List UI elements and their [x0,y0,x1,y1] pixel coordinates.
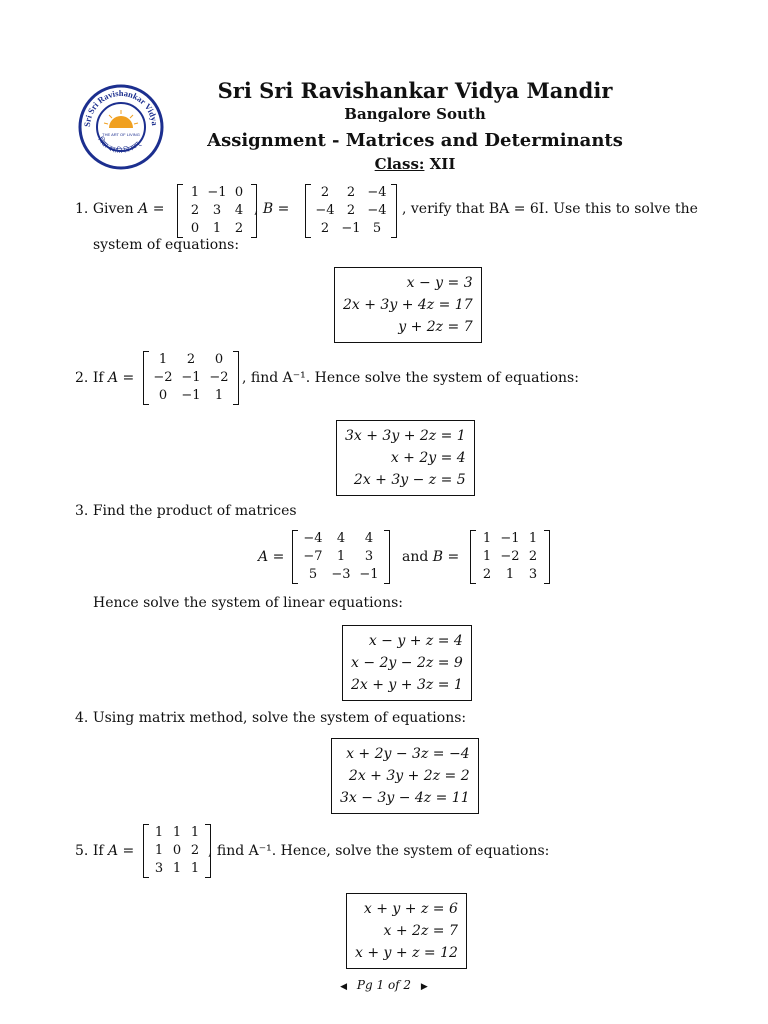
q2-matrix-a: 1 2 0 −2 −1 −2 0 −1 1 [143,351,239,405]
q5-text-after: , find A⁻¹. Hence, solve the system of equations: [208,843,550,859]
prev-page-icon[interactable]: ◀ [340,982,348,992]
q3-matrix-a: −4 4 4 −7 1 3 5 −3 −1 [292,530,390,584]
assignment-title: Assignment - Matrices and Determinants [207,130,623,151]
page-indicator: Pg 1 of 2 [356,978,412,992]
q1-number: 1. [75,201,89,217]
branch-name: Bangalore South [344,105,486,123]
school-logo [78,84,164,170]
class-value: XII [429,155,456,173]
q2-equations: 3x + 3y + 2z = 1 x + 2y = 4 2x + 3y − z = 5 [336,420,475,496]
q5-matrix-a: 1 1 1 1 0 2 3 1 1 [143,824,211,878]
school-name: Sri Sri Ravishankar Vidya Mandir [217,78,613,103]
q5-equations: x + y + z = 6 x + 2z = 7 x + y + z = 12 [346,893,467,969]
logo-bottom-text: विद्या ददाति विनयम् [96,135,142,155]
q2-text-after: , find A⁻¹. Hence solve the system of equations: [242,370,579,386]
q1-text-after: , verify that BA = 6I. Use this to solve the [402,201,698,217]
q3-text: Find the product of matrices [92,503,297,519]
q4-text: Using matrix method, solve the system of equations: [92,710,467,726]
page-footer [0,978,768,992]
q3-matrix-b: 1 −1 1 1 −2 2 2 1 3 [470,530,550,584]
q1-text-line2: system of equations: [93,237,240,253]
q1-matrix-a: 1 −1 0 2 3 4 0 1 2 [177,184,257,238]
class-label: Class: [374,155,425,173]
q3-text-after: Hence solve the system of linear equations: [93,595,403,611]
class-line [190,154,640,174]
logo-outer-text: Sri Sri Ravishankar Vidya [81,87,161,128]
next-page-icon[interactable]: ▶ [420,982,428,992]
q4-equations: x + 2y − 3z = −4 2x + 3y + 2z = 2 3x − 3y − 4z = 11 [331,738,479,814]
q1-matrix-b: 2 2 −4 −4 2 −4 2 −1 5 [305,184,397,238]
document-header [190,78,640,174]
q1-equations: x − y = 3 2x + 3y + 4z = 17 y + 2z = 7 [334,267,482,343]
logo-inner-text: THE ART OF LIVING [102,132,140,137]
q1-prefix: Given [92,201,134,217]
q3-equations: x − y + z = 4 x − 2y − 2z = 9 2x + y + 3z = 1 [342,625,472,701]
